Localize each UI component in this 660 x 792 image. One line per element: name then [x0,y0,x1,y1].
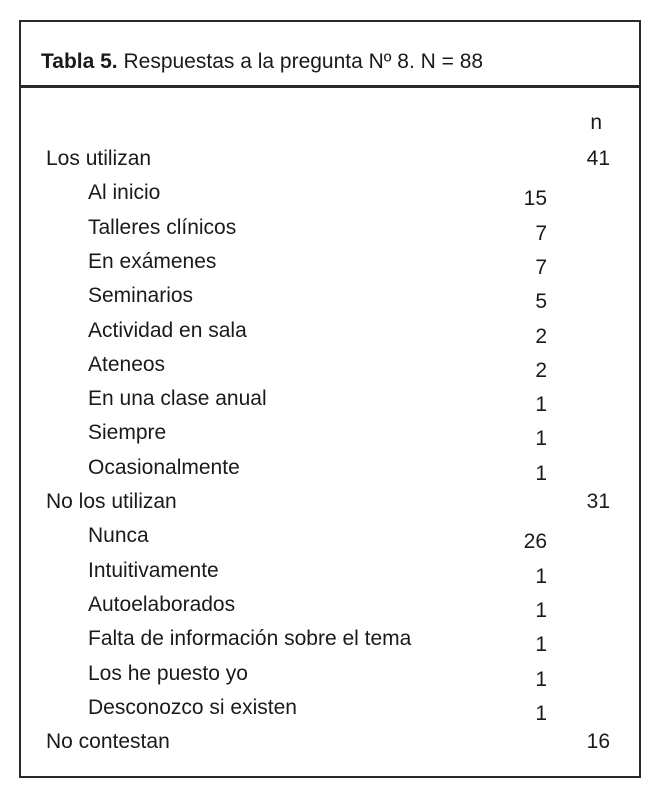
item-count: 5 [535,290,547,314]
group-row [21,730,639,760]
item-count: 1 [535,598,547,622]
item-label: Falta de información sobre el tema [88,627,412,651]
table-row [21,456,639,486]
table-row [21,559,639,589]
item-label: Ocasionalmente [88,455,240,479]
item-label: Nunca [88,524,149,548]
item-count: 1 [535,564,547,588]
table-row [21,387,639,417]
table-row [21,353,639,383]
item-label: Intuitivamente [88,558,219,582]
item-count: 7 [535,221,547,245]
item-label: Actividad en sala [88,318,247,342]
item-label: Ateneos [88,352,166,376]
item-label: Siempre [88,421,167,445]
item-count: 1 [535,461,547,485]
table-row [21,593,639,623]
group-row [21,490,639,520]
item-count: 2 [535,358,547,382]
item-label: Seminarios [88,284,194,308]
group-total: 16 [586,730,610,754]
caption-rule [21,85,639,88]
table-row [21,181,639,211]
table-row [21,250,639,280]
table-row [21,524,639,554]
item-count: 1 [535,701,547,725]
item-label: Desconozco si existen [88,695,297,719]
column-header-n: n [590,111,602,134]
item-label: Autoelaborados [88,592,236,616]
item-count: 26 [523,530,547,554]
item-count: 15 [523,187,547,211]
item-count: 1 [535,427,547,451]
group-total: 31 [586,490,610,513]
item-count: 7 [535,255,547,279]
item-label: En exámenes [88,249,217,273]
table-row [21,696,639,726]
group-total: 41 [586,147,610,170]
table-row [21,662,639,692]
item-label: Los he puesto yo [88,661,248,685]
table-row [21,216,639,246]
table-frame [19,20,641,778]
caption-label: Tabla 5. [41,50,118,73]
group-label: Los utilizan [46,147,152,170]
item-count: 1 [535,667,547,691]
group-label: No los utilizan [46,490,177,513]
item-count: 2 [535,324,547,348]
table-row [21,421,639,451]
group-row [21,147,639,177]
table-row [21,627,639,657]
caption-text: Respuestas a la pregunta Nº 8. N = 88 [117,50,484,73]
item-label: Talleres clínicos [88,215,237,239]
item-label: En una clase anual [88,387,267,411]
table-caption [41,50,483,74]
table-row [21,319,639,349]
item-count: 1 [535,633,547,657]
item-label: Al inicio [88,181,161,205]
table-row [21,284,639,314]
group-label: No contestan [46,730,170,754]
item-count: 1 [535,393,547,417]
